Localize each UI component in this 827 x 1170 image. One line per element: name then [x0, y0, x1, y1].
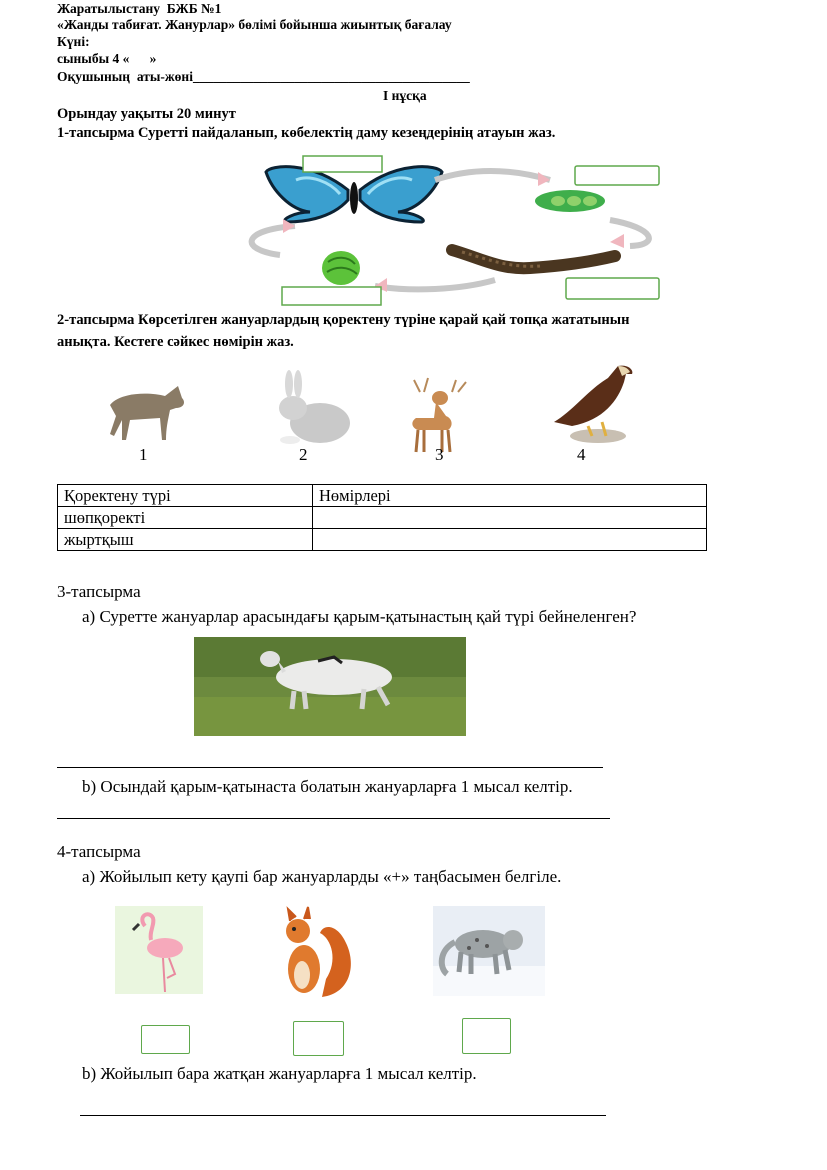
task4-title: 4-тапсырма	[57, 842, 141, 861]
eggs-on-leaf-image	[535, 190, 605, 212]
butterfly-image	[266, 167, 442, 222]
arrow-icon	[375, 280, 495, 289]
animal-number-3: 3	[435, 445, 444, 464]
answer-box-adult[interactable]	[303, 156, 382, 172]
flamingo-image	[115, 906, 203, 994]
table-answer-cell[interactable]	[313, 529, 707, 551]
answer-box-pupa[interactable]	[282, 287, 381, 305]
rabbit-image	[265, 368, 355, 450]
animal-number-1: 1	[139, 445, 148, 464]
animal-number-4: 4	[577, 445, 586, 464]
feeding-type-table	[57, 484, 707, 551]
header-date: Күні:	[57, 34, 90, 49]
wolf-image	[100, 370, 190, 455]
answer-box-caterpillar[interactable]	[566, 278, 659, 299]
task1-title: 1-тапсырма Суретті пайдаланып, көбелектің даму кезеңдерінің атауын жаз.	[57, 125, 556, 141]
table-row	[58, 507, 707, 529]
pupa-image	[322, 251, 360, 285]
table-header-cell: Нөмірлері	[313, 485, 707, 507]
arrow-icon	[435, 171, 550, 180]
butterfly-life-cycle-diagram	[200, 150, 670, 310]
animal-number-2: 2	[299, 445, 308, 464]
header-subject: Жаратылыстану БЖБ №1	[57, 1, 222, 16]
answer-line[interactable]	[57, 767, 603, 768]
checkbox-snow-leopard[interactable]	[462, 1018, 511, 1054]
answer-line[interactable]	[80, 1115, 606, 1116]
table-cell: жыртқыш	[58, 529, 313, 551]
task2-title-line2: анықта. Кестеге сәйкес нөмірін жаз.	[57, 334, 294, 350]
table-answer-cell[interactable]	[313, 507, 707, 529]
snow-leopard-image	[433, 906, 545, 996]
answer-box-egg[interactable]	[575, 166, 659, 185]
eagle-image	[548, 360, 640, 446]
checkbox-flamingo[interactable]	[141, 1025, 190, 1054]
table-header-cell: Қоректену түрі	[58, 485, 313, 507]
task2-title-line1: 2-тапсырма Көрсетілген жануарлардың қоректену түріне қарай қай топқа жататынын	[57, 312, 630, 328]
table-row	[58, 529, 707, 551]
task3-title: 3-тапсырма	[57, 582, 141, 601]
table-cell: шөпқоректі	[58, 507, 313, 529]
sheep-and-bird-image	[194, 637, 466, 736]
header-section: «Жанды табиғат. Жанурлар» бөлімі бойынша жиынтық бағалау	[57, 17, 452, 32]
task3-question-a: a) Суретте жануарлар арасындағы қарым-қатынастың қай түрі бейнеленген?	[82, 607, 637, 626]
task4-question-b: b) Жойылып бара жатқан жануарларға 1 мысал келтір.	[82, 1064, 477, 1083]
header-student-name: Оқушының аты-жөні_________________________________________	[57, 69, 470, 84]
arrow-icon	[252, 226, 295, 255]
task4-question-a: a) Жойылып кету қаупі бар жануарларды «+» таңбасымен белгіле.	[82, 867, 562, 886]
table-header-row	[58, 485, 707, 507]
header-class: сыныбы 4 « »	[57, 51, 157, 66]
time-note: Орындау уақыты 20 минут	[57, 106, 236, 122]
variant-label: I нұсқа	[383, 88, 427, 103]
deer-image	[400, 372, 480, 454]
answer-line[interactable]	[57, 818, 610, 819]
squirrel-image	[276, 903, 356, 1001]
caterpillar-image	[452, 250, 615, 268]
task3-question-b: b) Осындай қарым-қатынаста болатын жануарларға 1 мысал келтір.	[82, 777, 573, 796]
checkbox-squirrel[interactable]	[293, 1021, 344, 1056]
